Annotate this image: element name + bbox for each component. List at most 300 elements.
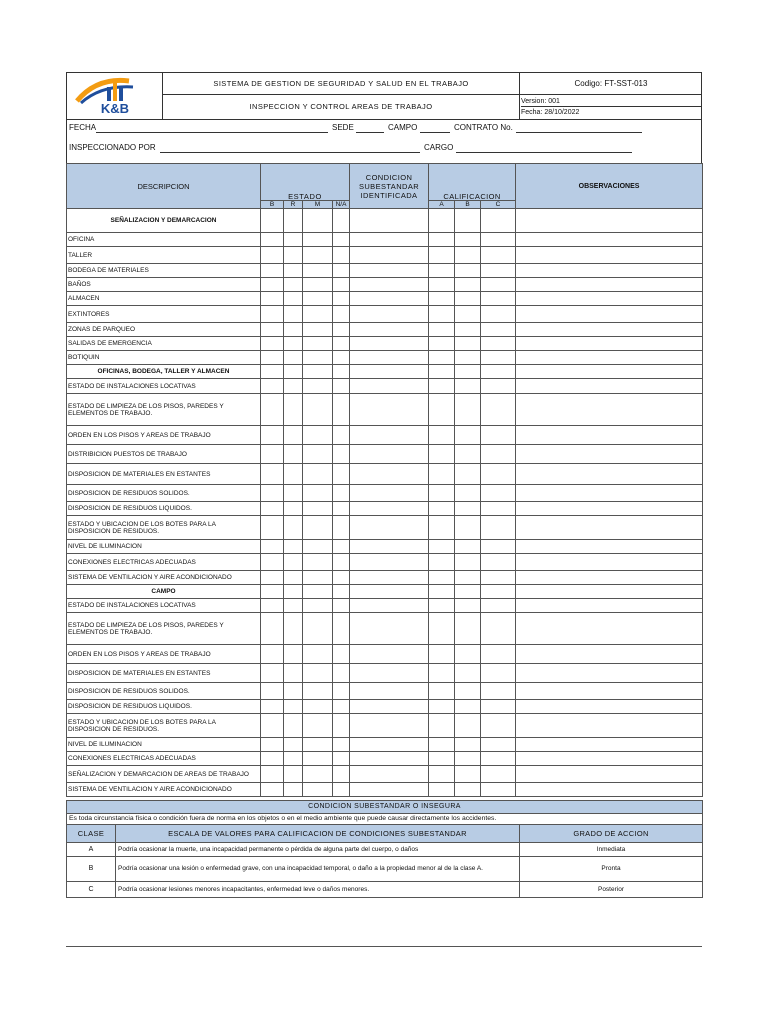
calif-a-cell[interactable] (429, 426, 455, 445)
calif-a-cell[interactable] (429, 585, 455, 599)
estado-r-cell[interactable] (284, 394, 303, 426)
estado-r-cell[interactable] (284, 599, 303, 613)
estado-r-cell[interactable] (284, 683, 303, 700)
observaciones-cell[interactable] (516, 766, 703, 783)
estado-m-cell[interactable] (303, 783, 333, 797)
calif-c-cell[interactable] (481, 464, 516, 485)
calif-a-cell[interactable] (429, 379, 455, 394)
calif-a-cell[interactable] (429, 664, 455, 683)
calif-c-cell[interactable] (481, 738, 516, 752)
calif-a-cell[interactable] (429, 599, 455, 613)
condicion-cell[interactable] (350, 700, 429, 714)
estado-r-cell[interactable] (284, 323, 303, 337)
estado-m-cell[interactable] (303, 554, 333, 571)
estado-na-cell[interactable] (333, 426, 350, 445)
estado-b-cell[interactable] (261, 645, 284, 664)
calif-c-cell[interactable] (481, 783, 516, 797)
calif-a-cell[interactable] (429, 337, 455, 351)
estado-na-cell[interactable] (333, 783, 350, 797)
estado-b-cell[interactable] (261, 278, 284, 292)
estado-m-cell[interactable] (303, 351, 333, 365)
calif-c-cell[interactable] (481, 233, 516, 247)
estado-r-cell[interactable] (284, 379, 303, 394)
calif-a-cell[interactable] (429, 485, 455, 502)
condicion-cell[interactable] (350, 585, 429, 599)
calif-a-cell[interactable] (429, 502, 455, 516)
estado-na-cell[interactable] (333, 613, 350, 645)
condicion-cell[interactable] (350, 233, 429, 247)
estado-na-cell[interactable] (333, 645, 350, 664)
calif-a-cell[interactable] (429, 247, 455, 264)
estado-r-cell[interactable] (284, 247, 303, 264)
calif-b-cell[interactable] (455, 278, 481, 292)
estado-na-cell[interactable] (333, 445, 350, 464)
calif-c-cell[interactable] (481, 323, 516, 337)
calif-a-cell[interactable] (429, 233, 455, 247)
observaciones-cell[interactable] (516, 306, 703, 323)
observaciones-cell[interactable] (516, 278, 703, 292)
calif-a-cell[interactable] (429, 365, 455, 379)
estado-na-cell[interactable] (333, 233, 350, 247)
estado-m-cell[interactable] (303, 394, 333, 426)
condicion-cell[interactable] (350, 351, 429, 365)
calif-c-cell[interactable] (481, 645, 516, 664)
estado-r-cell[interactable] (284, 766, 303, 783)
estado-na-cell[interactable] (333, 554, 350, 571)
observaciones-cell[interactable] (516, 714, 703, 738)
condicion-cell[interactable] (350, 599, 429, 613)
estado-b-cell[interactable] (261, 394, 284, 426)
observaciones-cell[interactable] (516, 571, 703, 585)
observaciones-cell[interactable] (516, 247, 703, 264)
calif-b-cell[interactable] (455, 426, 481, 445)
estado-na-cell[interactable] (333, 264, 350, 278)
calif-b-cell[interactable] (455, 571, 481, 585)
estado-b-cell[interactable] (261, 664, 284, 683)
condicion-cell[interactable] (350, 485, 429, 502)
calif-a-cell[interactable] (429, 351, 455, 365)
estado-m-cell[interactable] (303, 485, 333, 502)
contrato-field[interactable] (516, 124, 642, 133)
condicion-cell[interactable] (350, 613, 429, 645)
estado-b-cell[interactable] (261, 485, 284, 502)
estado-na-cell[interactable] (333, 351, 350, 365)
estado-m-cell[interactable] (303, 700, 333, 714)
estado-b-cell[interactable] (261, 247, 284, 264)
calif-a-cell[interactable] (429, 554, 455, 571)
estado-r-cell[interactable] (284, 365, 303, 379)
estado-b-cell[interactable] (261, 700, 284, 714)
observaciones-cell[interactable] (516, 426, 703, 445)
calif-b-cell[interactable] (455, 306, 481, 323)
estado-na-cell[interactable] (333, 571, 350, 585)
condicion-cell[interactable] (350, 645, 429, 664)
estado-b-cell[interactable] (261, 379, 284, 394)
observaciones-cell[interactable] (516, 233, 703, 247)
estado-b-cell[interactable] (261, 292, 284, 306)
estado-b-cell[interactable] (261, 445, 284, 464)
calif-c-cell[interactable] (481, 714, 516, 738)
observaciones-cell[interactable] (516, 464, 703, 485)
calif-b-cell[interactable] (455, 645, 481, 664)
condicion-cell[interactable] (350, 306, 429, 323)
calif-c-cell[interactable] (481, 292, 516, 306)
estado-r-cell[interactable] (284, 502, 303, 516)
calif-c-cell[interactable] (481, 516, 516, 540)
calif-c-cell[interactable] (481, 426, 516, 445)
estado-na-cell[interactable] (333, 738, 350, 752)
calif-a-cell[interactable] (429, 613, 455, 645)
observaciones-cell[interactable] (516, 540, 703, 554)
estado-m-cell[interactable] (303, 540, 333, 554)
estado-b-cell[interactable] (261, 516, 284, 540)
condicion-cell[interactable] (350, 738, 429, 752)
estado-m-cell[interactable] (303, 365, 333, 379)
calif-b-cell[interactable] (455, 351, 481, 365)
calif-b-cell[interactable] (455, 752, 481, 766)
calif-c-cell[interactable] (481, 700, 516, 714)
calif-b-cell[interactable] (455, 292, 481, 306)
estado-r-cell[interactable] (284, 426, 303, 445)
estado-na-cell[interactable] (333, 700, 350, 714)
estado-m-cell[interactable] (303, 209, 333, 233)
estado-b-cell[interactable] (261, 783, 284, 797)
calif-c-cell[interactable] (481, 264, 516, 278)
estado-b-cell[interactable] (261, 571, 284, 585)
condicion-cell[interactable] (350, 502, 429, 516)
estado-na-cell[interactable] (333, 464, 350, 485)
calif-c-cell[interactable] (481, 554, 516, 571)
observaciones-cell[interactable] (516, 554, 703, 571)
calif-b-cell[interactable] (455, 485, 481, 502)
estado-na-cell[interactable] (333, 394, 350, 426)
estado-b-cell[interactable] (261, 502, 284, 516)
condicion-cell[interactable] (350, 379, 429, 394)
observaciones-cell[interactable] (516, 752, 703, 766)
condicion-cell[interactable] (350, 766, 429, 783)
observaciones-cell[interactable] (516, 485, 703, 502)
estado-m-cell[interactable] (303, 766, 333, 783)
calif-c-cell[interactable] (481, 445, 516, 464)
sede-field[interactable] (356, 124, 384, 133)
calif-c-cell[interactable] (481, 664, 516, 683)
estado-b-cell[interactable] (261, 540, 284, 554)
estado-na-cell[interactable] (333, 337, 350, 351)
condicion-cell[interactable] (350, 365, 429, 379)
estado-b-cell[interactable] (261, 209, 284, 233)
estado-na-cell[interactable] (333, 502, 350, 516)
estado-na-cell[interactable] (333, 323, 350, 337)
calif-b-cell[interactable] (455, 683, 481, 700)
calif-b-cell[interactable] (455, 700, 481, 714)
estado-r-cell[interactable] (284, 292, 303, 306)
estado-m-cell[interactable] (303, 613, 333, 645)
calif-b-cell[interactable] (455, 247, 481, 264)
calif-b-cell[interactable] (455, 394, 481, 426)
observaciones-cell[interactable] (516, 264, 703, 278)
calif-a-cell[interactable] (429, 209, 455, 233)
estado-m-cell[interactable] (303, 599, 333, 613)
estado-na-cell[interactable] (333, 540, 350, 554)
estado-r-cell[interactable] (284, 233, 303, 247)
estado-b-cell[interactable] (261, 264, 284, 278)
estado-b-cell[interactable] (261, 233, 284, 247)
estado-b-cell[interactable] (261, 323, 284, 337)
estado-m-cell[interactable] (303, 379, 333, 394)
campo-field[interactable] (420, 124, 450, 133)
estado-r-cell[interactable] (284, 645, 303, 664)
calif-c-cell[interactable] (481, 485, 516, 502)
calif-a-cell[interactable] (429, 645, 455, 664)
condicion-cell[interactable] (350, 683, 429, 700)
observaciones-cell[interactable] (516, 323, 703, 337)
estado-m-cell[interactable] (303, 664, 333, 683)
calif-b-cell[interactable] (455, 540, 481, 554)
calif-a-cell[interactable] (429, 738, 455, 752)
calif-c-cell[interactable] (481, 502, 516, 516)
condicion-cell[interactable] (350, 571, 429, 585)
calif-c-cell[interactable] (481, 599, 516, 613)
calif-a-cell[interactable] (429, 714, 455, 738)
estado-na-cell[interactable] (333, 752, 350, 766)
condicion-cell[interactable] (350, 516, 429, 540)
calif-b-cell[interactable] (455, 264, 481, 278)
calif-b-cell[interactable] (455, 738, 481, 752)
calif-b-cell[interactable] (455, 365, 481, 379)
estado-m-cell[interactable] (303, 464, 333, 485)
calif-a-cell[interactable] (429, 752, 455, 766)
estado-b-cell[interactable] (261, 306, 284, 323)
observaciones-cell[interactable] (516, 292, 703, 306)
calif-a-cell[interactable] (429, 278, 455, 292)
calif-c-cell[interactable] (481, 247, 516, 264)
calif-c-cell[interactable] (481, 766, 516, 783)
estado-r-cell[interactable] (284, 516, 303, 540)
estado-r-cell[interactable] (284, 264, 303, 278)
estado-r-cell[interactable] (284, 664, 303, 683)
estado-m-cell[interactable] (303, 426, 333, 445)
calif-c-cell[interactable] (481, 337, 516, 351)
estado-r-cell[interactable] (284, 278, 303, 292)
calif-b-cell[interactable] (455, 516, 481, 540)
observaciones-cell[interactable] (516, 502, 703, 516)
estado-na-cell[interactable] (333, 365, 350, 379)
estado-r-cell[interactable] (284, 752, 303, 766)
calif-a-cell[interactable] (429, 516, 455, 540)
estado-m-cell[interactable] (303, 585, 333, 599)
estado-r-cell[interactable] (284, 209, 303, 233)
observaciones-cell[interactable] (516, 337, 703, 351)
estado-r-cell[interactable] (284, 571, 303, 585)
calif-b-cell[interactable] (455, 464, 481, 485)
estado-na-cell[interactable] (333, 664, 350, 683)
calif-b-cell[interactable] (455, 664, 481, 683)
estado-na-cell[interactable] (333, 766, 350, 783)
calif-b-cell[interactable] (455, 613, 481, 645)
condicion-cell[interactable] (350, 278, 429, 292)
calif-b-cell[interactable] (455, 233, 481, 247)
calif-b-cell[interactable] (455, 585, 481, 599)
observaciones-cell[interactable] (516, 700, 703, 714)
estado-b-cell[interactable] (261, 613, 284, 645)
observaciones-cell[interactable] (516, 783, 703, 797)
estado-r-cell[interactable] (284, 445, 303, 464)
estado-b-cell[interactable] (261, 766, 284, 783)
condicion-cell[interactable] (350, 426, 429, 445)
calif-c-cell[interactable] (481, 571, 516, 585)
calif-c-cell[interactable] (481, 365, 516, 379)
estado-b-cell[interactable] (261, 365, 284, 379)
condicion-cell[interactable] (350, 264, 429, 278)
estado-na-cell[interactable] (333, 599, 350, 613)
estado-r-cell[interactable] (284, 783, 303, 797)
estado-m-cell[interactable] (303, 233, 333, 247)
estado-r-cell[interactable] (284, 485, 303, 502)
observaciones-cell[interactable] (516, 379, 703, 394)
calif-a-cell[interactable] (429, 264, 455, 278)
calif-b-cell[interactable] (455, 379, 481, 394)
condicion-cell[interactable] (350, 554, 429, 571)
calif-b-cell[interactable] (455, 599, 481, 613)
calif-c-cell[interactable] (481, 306, 516, 323)
condicion-cell[interactable] (350, 714, 429, 738)
observaciones-cell[interactable] (516, 516, 703, 540)
calif-a-cell[interactable] (429, 783, 455, 797)
estado-b-cell[interactable] (261, 426, 284, 445)
estado-r-cell[interactable] (284, 738, 303, 752)
calif-a-cell[interactable] (429, 540, 455, 554)
observaciones-cell[interactable] (516, 365, 703, 379)
estado-m-cell[interactable] (303, 323, 333, 337)
estado-m-cell[interactable] (303, 337, 333, 351)
condicion-cell[interactable] (350, 292, 429, 306)
calif-b-cell[interactable] (455, 502, 481, 516)
estado-m-cell[interactable] (303, 516, 333, 540)
estado-b-cell[interactable] (261, 752, 284, 766)
calif-a-cell[interactable] (429, 464, 455, 485)
estado-b-cell[interactable] (261, 738, 284, 752)
estado-m-cell[interactable] (303, 571, 333, 585)
estado-r-cell[interactable] (284, 714, 303, 738)
estado-b-cell[interactable] (261, 599, 284, 613)
calif-c-cell[interactable] (481, 278, 516, 292)
estado-na-cell[interactable] (333, 485, 350, 502)
observaciones-cell[interactable] (516, 664, 703, 683)
estado-m-cell[interactable] (303, 445, 333, 464)
estado-na-cell[interactable] (333, 379, 350, 394)
estado-r-cell[interactable] (284, 540, 303, 554)
calif-b-cell[interactable] (455, 337, 481, 351)
calif-a-cell[interactable] (429, 700, 455, 714)
estado-m-cell[interactable] (303, 645, 333, 664)
calif-c-cell[interactable] (481, 394, 516, 426)
calif-b-cell[interactable] (455, 209, 481, 233)
estado-na-cell[interactable] (333, 714, 350, 738)
calif-c-cell[interactable] (481, 351, 516, 365)
observaciones-cell[interactable] (516, 683, 703, 700)
calif-a-cell[interactable] (429, 571, 455, 585)
cargo-field[interactable] (456, 144, 632, 153)
estado-na-cell[interactable] (333, 306, 350, 323)
estado-na-cell[interactable] (333, 683, 350, 700)
calif-a-cell[interactable] (429, 323, 455, 337)
observaciones-cell[interactable] (516, 209, 703, 233)
estado-na-cell[interactable] (333, 278, 350, 292)
estado-m-cell[interactable] (303, 278, 333, 292)
condicion-cell[interactable] (350, 394, 429, 426)
condicion-cell[interactable] (350, 752, 429, 766)
observaciones-cell[interactable] (516, 645, 703, 664)
estado-na-cell[interactable] (333, 585, 350, 599)
calif-a-cell[interactable] (429, 306, 455, 323)
estado-r-cell[interactable] (284, 337, 303, 351)
estado-r-cell[interactable] (284, 700, 303, 714)
observaciones-cell[interactable] (516, 613, 703, 645)
condicion-cell[interactable] (350, 337, 429, 351)
calif-c-cell[interactable] (481, 683, 516, 700)
observaciones-cell[interactable] (516, 585, 703, 599)
estado-b-cell[interactable] (261, 337, 284, 351)
estado-b-cell[interactable] (261, 714, 284, 738)
estado-na-cell[interactable] (333, 209, 350, 233)
calif-c-cell[interactable] (481, 752, 516, 766)
condicion-cell[interactable] (350, 445, 429, 464)
fecha-field[interactable] (96, 124, 328, 133)
estado-r-cell[interactable] (284, 585, 303, 599)
estado-m-cell[interactable] (303, 292, 333, 306)
estado-r-cell[interactable] (284, 306, 303, 323)
estado-b-cell[interactable] (261, 351, 284, 365)
estado-na-cell[interactable] (333, 247, 350, 264)
estado-b-cell[interactable] (261, 585, 284, 599)
estado-m-cell[interactable] (303, 738, 333, 752)
calif-b-cell[interactable] (455, 445, 481, 464)
estado-r-cell[interactable] (284, 464, 303, 485)
calif-a-cell[interactable] (429, 445, 455, 464)
condicion-cell[interactable] (350, 323, 429, 337)
condicion-cell[interactable] (350, 464, 429, 485)
estado-r-cell[interactable] (284, 613, 303, 645)
calif-c-cell[interactable] (481, 585, 516, 599)
calif-a-cell[interactable] (429, 766, 455, 783)
estado-m-cell[interactable] (303, 683, 333, 700)
estado-m-cell[interactable] (303, 502, 333, 516)
calif-b-cell[interactable] (455, 714, 481, 738)
calif-b-cell[interactable] (455, 323, 481, 337)
calif-b-cell[interactable] (455, 554, 481, 571)
estado-b-cell[interactable] (261, 683, 284, 700)
observaciones-cell[interactable] (516, 738, 703, 752)
calif-a-cell[interactable] (429, 394, 455, 426)
estado-na-cell[interactable] (333, 516, 350, 540)
condicion-cell[interactable] (350, 783, 429, 797)
calif-a-cell[interactable] (429, 292, 455, 306)
condicion-cell[interactable] (350, 540, 429, 554)
calif-b-cell[interactable] (455, 766, 481, 783)
calif-c-cell[interactable] (481, 540, 516, 554)
calif-c-cell[interactable] (481, 209, 516, 233)
condicion-cell[interactable] (350, 209, 429, 233)
calif-c-cell[interactable] (481, 613, 516, 645)
estado-b-cell[interactable] (261, 554, 284, 571)
estado-m-cell[interactable] (303, 752, 333, 766)
inspeccionado-field[interactable] (160, 144, 420, 153)
estado-m-cell[interactable] (303, 714, 333, 738)
observaciones-cell[interactable] (516, 351, 703, 365)
observaciones-cell[interactable] (516, 394, 703, 426)
estado-m-cell[interactable] (303, 247, 333, 264)
calif-a-cell[interactable] (429, 683, 455, 700)
